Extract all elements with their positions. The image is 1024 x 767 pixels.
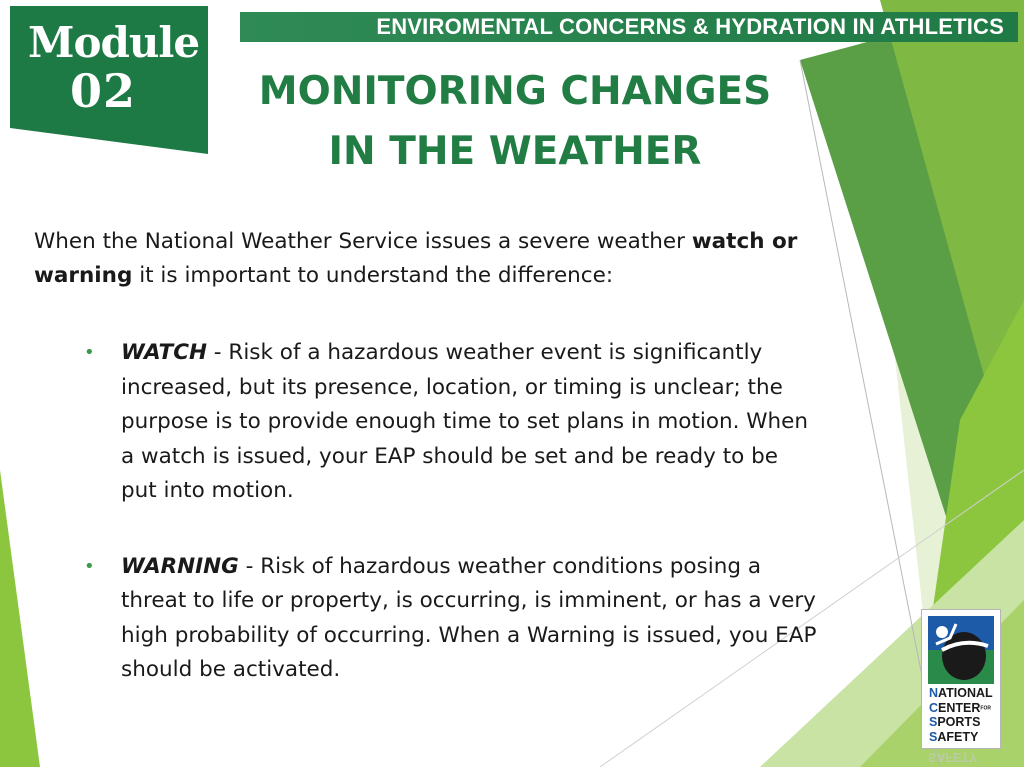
definition-watch: - Risk of a hazardous weather event is significantly increased, but its presence, location, or timing is unclear; the purpose is to provide enough time to set plans in motion. When a watch is issued, your EAP should be set and be ready to be put into motion. — [121, 340, 809, 503]
module-number: 02 — [70, 64, 137, 118]
bullet-warning — [84, 550, 819, 688]
definition-list — [84, 336, 819, 729]
bullet-watch — [84, 336, 819, 509]
term-warning: WARNING — [121, 553, 239, 579]
intro-text-start: When the National Weather Service issues a severe weather — [34, 229, 692, 254]
intro-paragraph — [34, 225, 834, 293]
logo-wordmark — [929, 686, 993, 744]
module-label: Module — [28, 18, 200, 67]
logo-reflection: SAFETY — [928, 750, 978, 764]
logo-line-4: SAFETY — [929, 729, 979, 744]
slide-title — [220, 62, 810, 182]
logo-line-2: CENTERFOR — [929, 700, 991, 715]
intro-text-end: it is important to understand the difference: — [132, 263, 614, 288]
logo-line-3: SPORTS — [929, 715, 981, 730]
ncss-logo — [921, 609, 1001, 749]
intro-bold-text: watch or warning — [34, 229, 798, 288]
course-title: ENVIROMENTAL CONCERNS & HYDRATION IN ATHLETICS — [376, 14, 1004, 39]
bullet-dot-icon: • — [84, 555, 95, 577]
slide-title-line-2: IN THE WEATHER — [328, 129, 702, 174]
athlete-emblem-icon — [928, 616, 994, 684]
logo-line-1: NATIONAL — [929, 686, 993, 700]
term-watch: WATCH — [121, 340, 207, 365]
definition-warning: - Risk of hazardous weather conditions posing a threat to life or property, is occurring, is imminent, or has a very high probability of occurring. When a Warning is issued, you EAP should be activated. — [121, 553, 817, 682]
bullet-dot-icon: • — [84, 342, 95, 363]
slide-title-line-1: MONITORING CHANGES — [258, 69, 772, 114]
module-badge — [10, 6, 208, 154]
header-banner — [240, 12, 1018, 42]
